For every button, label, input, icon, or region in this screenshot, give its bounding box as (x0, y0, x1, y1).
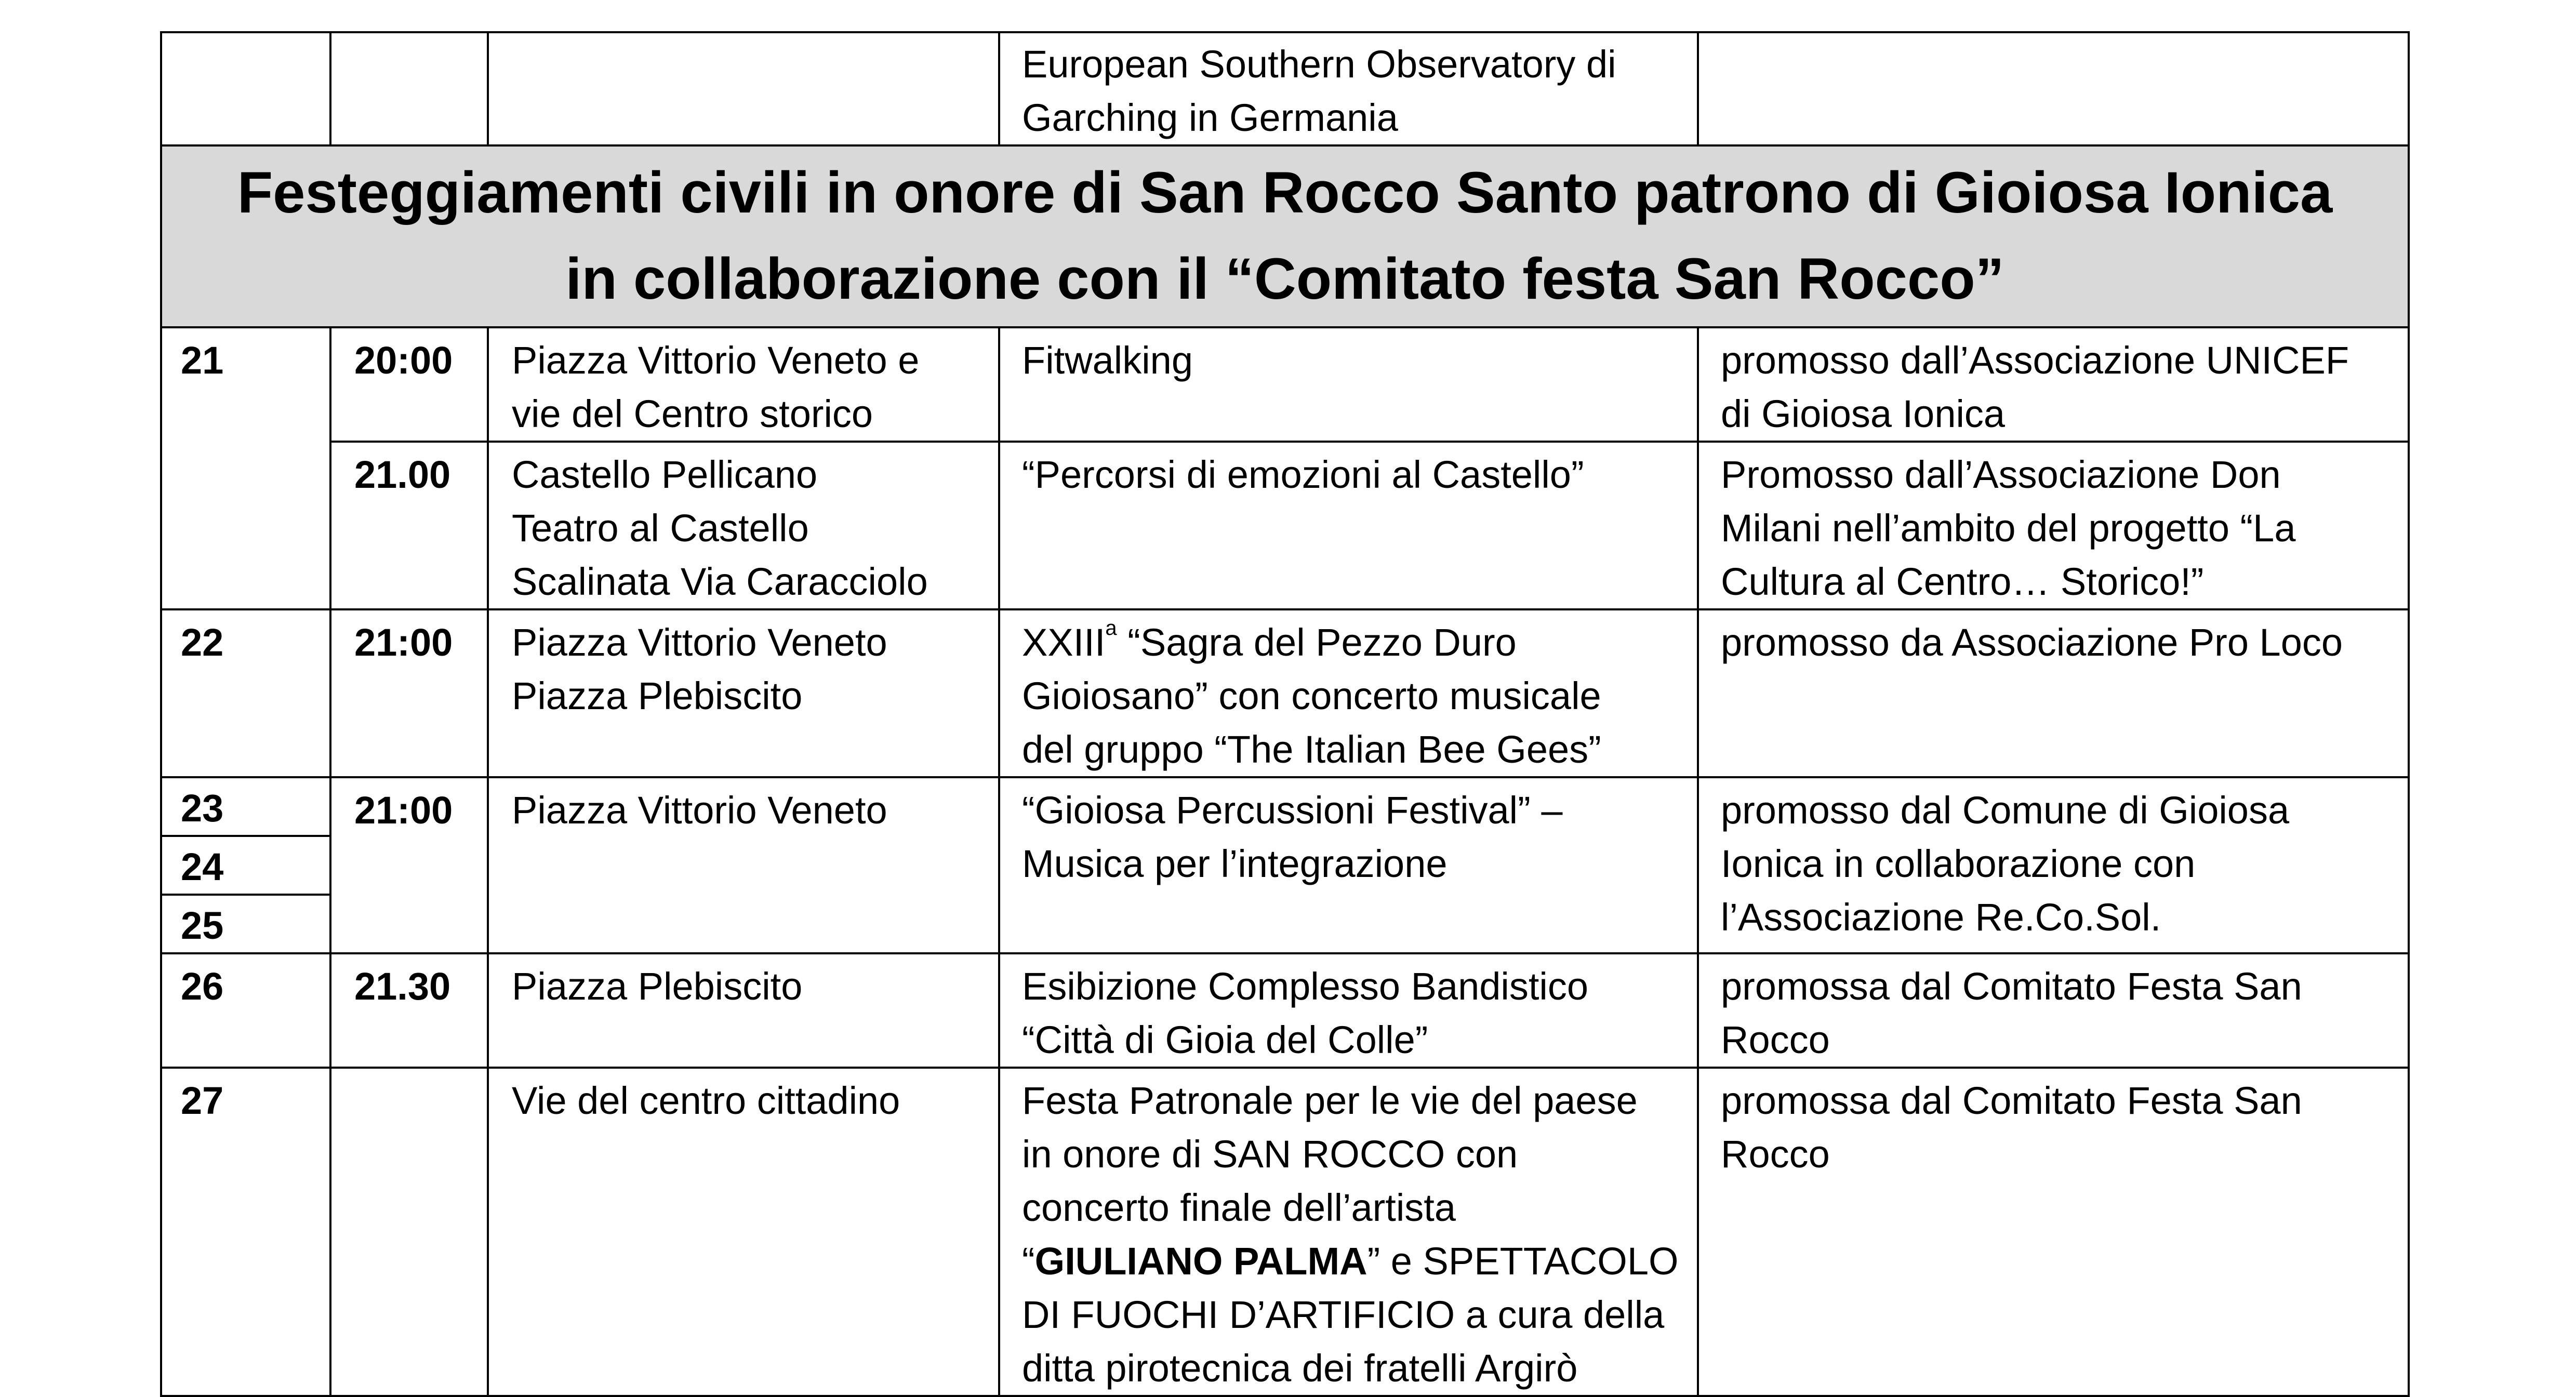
event-line: European Southern Observatory di (1022, 43, 1616, 86)
event-line: “Gioiosa Percussioni Festival” – (1022, 789, 1563, 832)
promoter-cell (1698, 1068, 2409, 1396)
place-cell (488, 777, 999, 953)
time-cell: 21.00 (330, 442, 488, 609)
event-line (1022, 1234, 1691, 1288)
place-cell (488, 609, 999, 777)
promoter-cell (1698, 32, 2409, 145)
event-line: Fitwalking (1022, 339, 1193, 382)
promoter-line: l’Associazione Re.Co.Sol. (1721, 896, 2161, 939)
place-cell (488, 442, 999, 609)
event-line: Gioiosano” con concerto musicale (1022, 674, 1601, 717)
promoter-cell (1698, 327, 2409, 442)
event-cell (999, 777, 1698, 953)
table-row (161, 1068, 2409, 1396)
promoter-cell (1698, 609, 2409, 777)
place-line: Piazza Vittorio Veneto e (512, 339, 920, 382)
table-row (161, 777, 2409, 836)
place-line: Castello Pellicano (512, 453, 818, 496)
event-cell (999, 32, 1698, 145)
promoter-cell (1698, 953, 2409, 1068)
place-line: Piazza Vittorio Veneto (512, 621, 887, 664)
promoter-line: promosso dal Comune di Gioiosa (1721, 789, 2290, 832)
place-line: Scalinata Via Caracciolo (512, 560, 928, 603)
promoter-line: Rocco (1721, 1018, 1830, 1061)
event-cell (999, 953, 1698, 1068)
promoter-line: Promosso dall’Associazione Don (1721, 453, 2281, 496)
place-line: Vie del centro cittadino (512, 1079, 900, 1122)
promoter-line: Ionica in collaborazione con (1721, 842, 2196, 885)
promoter-cell (1698, 442, 2409, 609)
table-row (161, 953, 2409, 1068)
place-line: Piazza Plebiscito (512, 674, 803, 717)
place-line: Teatro al Castello (512, 507, 809, 550)
time-cell: 21:00 (330, 777, 488, 953)
event-line: ditta pirotecnica dei fratelli Argirò (1022, 1347, 1578, 1390)
event-line: DI FUOCHI D’ARTIFICIO a cura della (1022, 1293, 1665, 1336)
event-line: in onore di SAN ROCCO con (1022, 1133, 1518, 1176)
events-table (160, 31, 2410, 1397)
place-line: vie del Centro storico (512, 392, 873, 435)
event-line: “Percorsi di emozioni al Castello” (1022, 453, 1584, 496)
ordinal-marker: a (1105, 617, 1117, 640)
event-cell (999, 442, 1698, 609)
promoter-line: promossa dal Comitato Festa San (1721, 1079, 2302, 1122)
quote-open: “ (1022, 1240, 1035, 1283)
table-row (161, 609, 2409, 777)
place-cell (488, 32, 999, 145)
event-line: Esibizione Complesso Bandistico (1022, 965, 1588, 1008)
event-cell (999, 327, 1698, 442)
place-cell (488, 327, 999, 442)
time-cell: 20:00 (330, 327, 488, 442)
artist-name: GIULIANO PALMA (1034, 1240, 1367, 1283)
section-title-line: Festeggiamenti civili in onore di San Rocco Santo patrono di Gioiosa Ionica (237, 160, 2333, 225)
day-cell: 27 (161, 1068, 330, 1396)
day-cell: 24 (161, 836, 330, 895)
place-line: Piazza Plebiscito (512, 965, 803, 1008)
promoter-line: promosso da Associazione Pro Loco (1721, 621, 2343, 664)
place-cell (488, 953, 999, 1068)
promoter-line: Milani nell’ambito del progetto “La (1721, 507, 2296, 550)
day-cell: 23 (161, 777, 330, 836)
event-line: Garching in Germania (1022, 96, 1398, 139)
section-header-row (161, 145, 2409, 327)
event-cell (999, 609, 1698, 777)
day-cell: 25 (161, 895, 330, 953)
time-cell: 21.30 (330, 953, 488, 1068)
edition-number: XXIII (1022, 621, 1106, 664)
promoter-line: promossa dal Comitato Festa San (1721, 965, 2302, 1008)
table-row-continued (161, 32, 2409, 145)
section-header (161, 145, 2409, 327)
section-title-line: in collaborazione con il “Comitato festa San Rocco” (565, 246, 2004, 311)
event-line (1022, 616, 1691, 669)
event-line: Festa Patronale per le vie del paese (1022, 1079, 1638, 1122)
time-cell (330, 1068, 488, 1396)
event-line: del gruppo “The Italian Bee Gees” (1022, 728, 1601, 771)
place-line: Piazza Vittorio Veneto (512, 789, 887, 832)
event-line: “Città di Gioia del Colle” (1022, 1018, 1428, 1061)
promoter-line: di Gioiosa Ionica (1721, 392, 2006, 435)
day-cell: 22 (161, 609, 330, 777)
promoter-line: Rocco (1721, 1133, 1830, 1176)
event-line: Musica per l’integrazione (1022, 842, 1448, 885)
promoter-line: Cultura al Centro… Storico!” (1721, 560, 2204, 603)
table-row (161, 327, 2409, 442)
time-cell (330, 32, 488, 145)
day-cell: 26 (161, 953, 330, 1068)
event-line: concerto finale dell’artista (1022, 1186, 1456, 1229)
day-cell: 21 (161, 327, 330, 609)
event-text: ” e SPETTACOLO (1367, 1240, 1679, 1283)
event-title: “Sagra del Pezzo Duro (1117, 621, 1517, 664)
day-cell (161, 32, 330, 145)
event-cell (999, 1068, 1698, 1396)
place-cell (488, 1068, 999, 1396)
table-row (161, 442, 2409, 609)
promoter-line: promosso dall’Associazione UNICEF (1721, 339, 2349, 382)
promoter-cell (1698, 777, 2409, 953)
time-cell: 21:00 (330, 609, 488, 777)
